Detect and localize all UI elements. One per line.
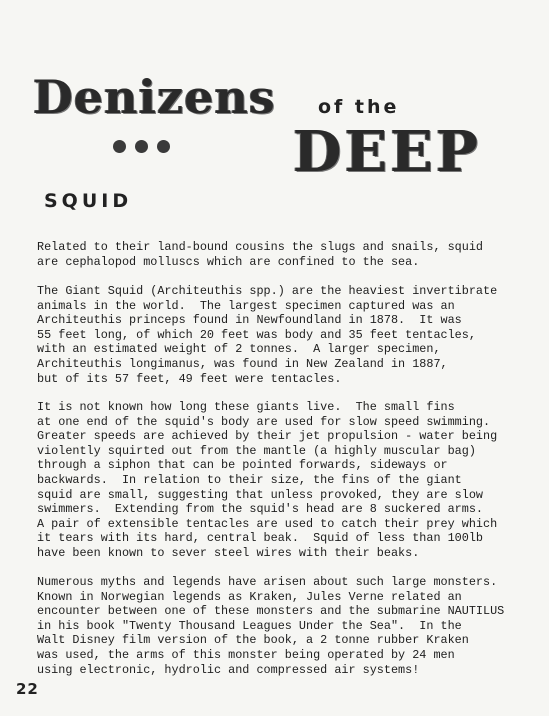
text-line: violently squirted out from the mantle (a highly muscular bag) <box>37 443 476 458</box>
text-line: 55 feet long, of which 20 feet was body and 35 feet tentacles, <box>37 327 476 342</box>
text-line: Architeuthis longimanus, was found in New Zealand in 1887, <box>37 356 448 371</box>
text-line: Known in Norwegian legends as Kraken, Jules Verne related an <box>37 589 462 604</box>
text-line: but of its 57 feet, 49 feet were tentacles. <box>37 371 342 386</box>
title-denizens: Denizens <box>33 70 276 124</box>
dot-icon <box>113 140 126 153</box>
dot-icon <box>157 140 170 153</box>
text-line: in his book "Twenty Thousand Leagues Under the Sea". In the <box>37 618 462 633</box>
text-line: have been known to sever steel wires with their beaks. <box>37 545 420 560</box>
text-line: at one end of the squid's body are used for slow speed swimming. <box>37 414 491 429</box>
title-ellipsis-dots <box>113 140 179 158</box>
text-line: swimmers. Extending from the squid's head are 8 suckered arms. <box>37 502 483 517</box>
title-deep: DEEP <box>293 119 482 185</box>
text-line: animals in the world. The largest specimen captured was an <box>37 298 455 313</box>
text-line: Walt Disney film version of the book, a 2 tonne rubber Kraken <box>37 633 469 648</box>
text-line: it tears with its hard, central beak. Squid of less than 100lb <box>37 531 483 546</box>
text-line: using electronic, hydrolic and compressed air systems! <box>37 662 420 677</box>
text-line: are cephalopod molluscs which are confined to the sea. <box>37 254 420 269</box>
text-line: Architeuthis princeps found in Newfoundland in 1878. It was <box>37 313 462 328</box>
text-line: backwards. In relation to their size, the fins of the giant <box>37 472 462 487</box>
text-line: Numerous myths and legends have arisen about such large monsters. <box>37 575 498 589</box>
text-line: through a siphon that can be pointed forwards, sideways or <box>37 458 448 473</box>
text-line: encounter between one of these monsters and the submarine NAUTILUS <box>37 604 505 619</box>
text-line: Related to their land-bound cousins the slugs and snails, squid <box>37 240 483 254</box>
text-line: A pair of extensible tentacles are used to catch their prey which <box>37 516 498 531</box>
paragraph-giant-squid <box>37 284 513 386</box>
dot-icon <box>135 140 148 153</box>
text-line: was used, the arms of this monster being operated by 24 men <box>37 647 455 662</box>
text-line: It is not known how long these giants live. The small fins <box>37 400 455 414</box>
text-line: squid are small, suggesting that unless provoked, they are slow <box>37 487 483 502</box>
paragraph-swimming <box>37 400 513 561</box>
section-heading: SQUID <box>44 190 133 212</box>
text-line: with an estimated weight of 2 tonnes. A larger specimen, <box>37 342 441 357</box>
text-line: The Giant Squid (Architeuthis spp.) are the heaviest invertibrate <box>37 284 498 298</box>
paragraph-intro <box>37 240 513 269</box>
paragraph-myths <box>37 575 513 677</box>
text-line: Greater speeds are achieved by their jet propulsion - water being <box>37 429 498 444</box>
title-of-the: of the <box>318 96 400 118</box>
page-number: 22 <box>16 680 39 698</box>
